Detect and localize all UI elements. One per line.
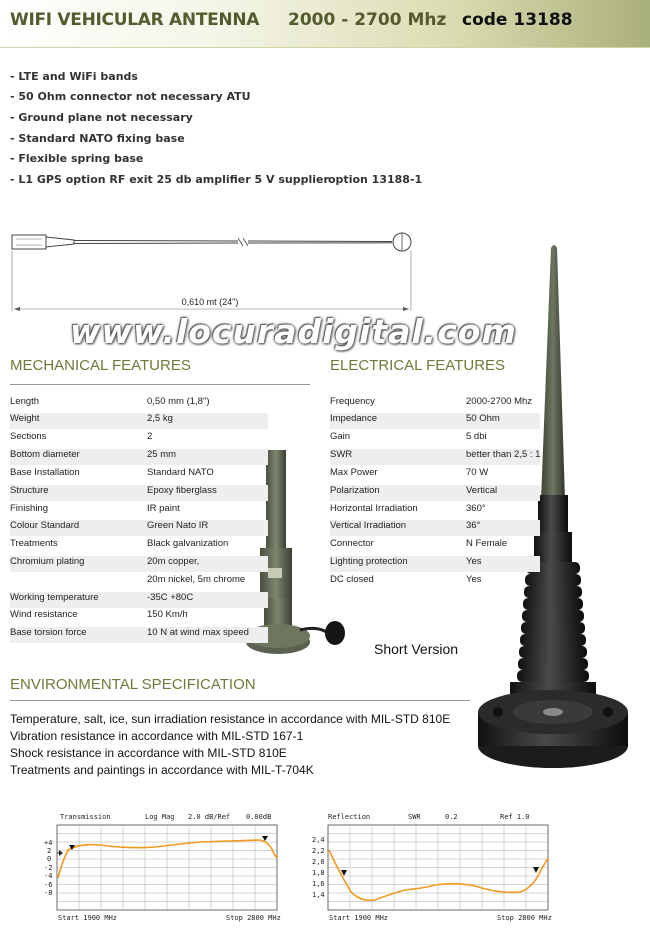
spec-value: Epoxy fiberglass [147, 485, 217, 496]
graph-stop-label: Stop 2800 MHz [226, 914, 281, 922]
table-row [330, 556, 540, 572]
spec-key: Connector [330, 538, 374, 549]
table-row [330, 431, 540, 447]
spec-key: Working temperature [10, 592, 99, 603]
table-row [10, 609, 268, 625]
table-row [10, 467, 268, 483]
spec-value: 5 dbi [466, 431, 487, 442]
spec-key: Wind resistance [10, 609, 78, 620]
y-tick-label: -8 [44, 889, 53, 897]
y-tick-label: 1,8 [312, 869, 325, 877]
table-row [10, 556, 268, 572]
electrical-features-title: ELECTRICAL FEATURES [330, 357, 506, 374]
spec-key: Finishing [10, 503, 49, 514]
spec-key: Max Power [330, 467, 378, 478]
spec-value: -35C +80C [147, 592, 194, 603]
graph-header-label: 0.2 [445, 813, 458, 821]
environmental-line: Treatments and paintings in accordance with MIL-T-704K [10, 763, 314, 777]
y-tick-label: 2,4 [312, 836, 325, 844]
bullet-item: - L1 GPS option RF exit 25 db amplifier 5 V supplier [10, 173, 329, 186]
spec-value: 36° [466, 520, 481, 531]
bullet-item: - Standard NATO fixing base [10, 132, 185, 145]
graph-header-label: Transmission [60, 813, 111, 821]
spec-value: 50 Ohm [466, 413, 500, 424]
spec-key: Structure [10, 485, 49, 496]
spec-value: better than 2,5 : 1 [466, 449, 541, 460]
table-row [10, 485, 268, 501]
spec-key: DC closed [330, 574, 374, 585]
spec-value: IR paint [147, 503, 180, 514]
y-tick-label: 1,4 [312, 891, 325, 899]
table-row [330, 467, 540, 483]
antenna-dimension-drawing [10, 225, 420, 315]
bullet-item: - LTE and WiFi bands [10, 70, 138, 83]
spec-value: 2,5 kg [147, 413, 173, 424]
table-row [10, 503, 268, 519]
environmental-line: Vibration resistance in accordance with MIL-STD 167-1 [10, 729, 304, 743]
y-tick-label: 2,0 [312, 858, 325, 866]
mechanical-features-title: MECHANICAL FEATURES [10, 357, 191, 374]
table-row [10, 592, 268, 608]
graph-start-label: Start 1900 MHz [58, 914, 118, 922]
spec-value: 20m nickel, 5m chrome [147, 574, 246, 585]
spec-value: Green Nato IR [147, 520, 209, 531]
y-tick-label: 2,2 [312, 847, 325, 855]
graph-header-label: Reflection [328, 813, 371, 821]
spec-key: Weight [10, 413, 40, 424]
spec-value: 20m copper, [147, 556, 200, 567]
spec-value: 2 [147, 431, 153, 442]
spec-key: Length [10, 396, 40, 407]
y-tick-label: 0 [47, 855, 52, 863]
y-tick-label: 2 [47, 847, 52, 855]
spec-key: Colour Standard [10, 520, 80, 531]
dimension-label: 0,610 mt (24") [181, 297, 239, 307]
transmission-graph [30, 810, 282, 926]
graph-stop-label: Stop 2800 MHz [497, 914, 552, 922]
table-row [10, 431, 268, 447]
table-row [10, 520, 268, 536]
spec-key: SWR [330, 449, 353, 460]
graph-header-label: Ref 1.0 [500, 813, 530, 821]
table-row [330, 413, 540, 429]
spec-key: Polarization [330, 485, 380, 496]
spec-key: Vertical Irradiation [330, 520, 407, 531]
y-tick-label: 1,6 [312, 880, 325, 888]
spec-key: Frequency [330, 396, 375, 407]
spec-key: Sections [10, 431, 47, 442]
mechanical-title-rule [10, 384, 310, 385]
spec-key: Bottom diameter [10, 449, 80, 460]
table-row [330, 503, 540, 519]
spec-key: Treatments [10, 538, 58, 549]
spec-key: Impedance [330, 413, 378, 424]
bullet-item: - Ground plane not necessary [10, 111, 193, 124]
table-row [10, 449, 268, 465]
table-row [10, 574, 268, 590]
product-code: code 13188 [462, 10, 573, 30]
table-row [330, 449, 540, 465]
table-row [330, 485, 540, 501]
y-tick-label: +4 [44, 839, 53, 847]
spec-value: 10 N at wind max speed [147, 627, 249, 638]
graph-header-label: SWR [408, 813, 421, 821]
table-row [10, 396, 268, 412]
table-row [330, 538, 540, 554]
product-title: WIFI VEHICULAR ANTENNA [10, 10, 260, 30]
spec-value: Black galvanization [147, 538, 229, 549]
graph-header-label: 0.00dB [246, 813, 272, 821]
environmental-line: Shock resistance in accordance with MIL-STD 810E [10, 746, 287, 760]
bullet-item: - 50 Ohm connector not necessary ATU [10, 90, 251, 103]
spec-value: 0,50 mm (1,8") [147, 396, 210, 407]
reflection-graph [305, 810, 553, 926]
spec-key: Horizontal Irradiation [330, 503, 418, 514]
bullet-item: - Flexible spring base [10, 152, 144, 165]
spec-value: 360° [466, 503, 486, 514]
y-tick-label: -4 [44, 872, 53, 880]
table-row [10, 627, 268, 643]
spec-value: Vertical [466, 485, 498, 496]
y-tick-label: -6 [44, 881, 53, 889]
spec-value: Yes [466, 556, 482, 567]
graph-header-label: 2.0 dB/Ref [188, 813, 231, 821]
spec-key: Base Installation [10, 467, 80, 478]
table-row [10, 538, 268, 554]
spec-value: Yes [466, 574, 482, 585]
table-row [330, 574, 540, 590]
table-row [10, 413, 268, 429]
graph-header-label: Log Mag [145, 813, 175, 821]
y-tick-label: -2 [44, 864, 53, 872]
environmental-title-rule [10, 700, 470, 701]
environmental-title: ENVIRONMENTAL SPECIFICATION [10, 676, 256, 693]
spec-value: 2000-2700 Mhz [466, 396, 533, 407]
spec-key: Lighting protection [330, 556, 408, 567]
spec-key: Chromium plating [10, 556, 85, 567]
table-row [330, 396, 540, 412]
spec-value: 70 W [466, 467, 489, 478]
graph-start-label: Start 1900 MHz [329, 914, 389, 922]
spec-value: N Female [466, 538, 508, 549]
spec-value: 25 mm [147, 449, 177, 460]
frequency-band: 2000 - 2700 Mhz [288, 10, 447, 30]
bullet-option: option 13188-1 [328, 173, 423, 186]
spec-value: Standard NATO [147, 467, 214, 478]
environmental-line: Temperature, salt, ice, sun irradiation resistance in accordance with MIL-STD 810E [10, 712, 451, 726]
spec-key: Base torsion force [10, 627, 87, 638]
short-version-label: Short Version [374, 641, 459, 657]
spec-value: 150 Km/h [147, 609, 188, 620]
spec-key: Gain [330, 431, 351, 442]
header-banner [0, 0, 650, 48]
watermark: www.locuradigital.com [70, 312, 517, 351]
table-row [330, 520, 540, 536]
